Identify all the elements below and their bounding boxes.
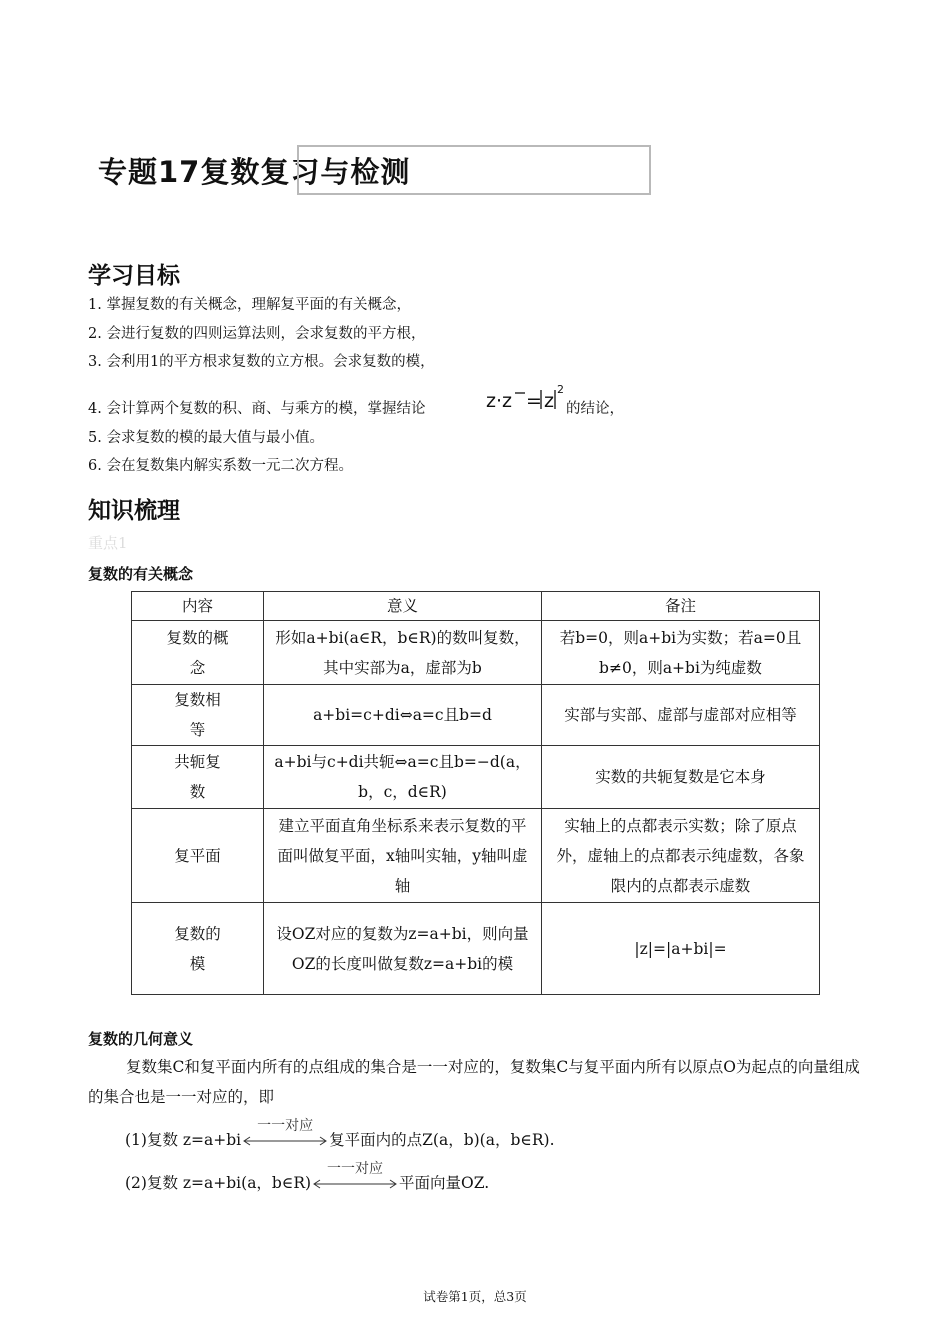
keypoint-label: 重点1	[88, 534, 128, 552]
row-name: 复数相等	[132, 685, 264, 746]
table-header-row	[132, 592, 820, 621]
goal-item: 1. 掌握复数的有关概念，理解复平面的有关概念，	[88, 297, 411, 313]
table-row	[132, 903, 820, 995]
row-note: 若b=0，则a+bi为实数；若a=0且b≠0，则a+bi为纯虚数	[542, 621, 820, 685]
goal-item-tail: 的结论，	[566, 401, 624, 417]
row-meaning: a+bi与c+di共轭⇔a=c且b=−d(a，b，c，d∈R)	[264, 746, 542, 809]
mapping-right: 平面向量OZ.	[399, 1174, 490, 1192]
concepts-table	[131, 591, 820, 995]
goal-item: 3. 会利用1的平方根求复数的立方根。会求复数的模，	[88, 354, 435, 370]
mapping-left: (2)复数 z=a+bi(a，b∈R)	[125, 1174, 312, 1192]
mapping-line	[125, 1161, 490, 1194]
mapping-left: (1)复数 z=a+bi	[125, 1131, 242, 1149]
double-arrow-icon	[311, 1161, 399, 1194]
goal-item: 2. 会进行复数的四则运算法则，会求复数的平方根，	[88, 326, 426, 342]
svg-text:z·z: z·z	[486, 390, 512, 412]
svg-text:2: 2	[557, 383, 564, 396]
row-meaning: a+bi=c+di⇔a=c且b=d	[264, 685, 542, 746]
row-name: 共轭复数	[132, 746, 264, 809]
knowledge-heading: 知识梳理	[88, 498, 180, 524]
table-row	[132, 746, 820, 809]
geometry-heading: 复数的几何意义	[88, 1030, 194, 1048]
column-header: 备注	[542, 592, 820, 621]
row-name: 复数的概念	[132, 621, 264, 685]
row-meaning: 形如a+bi(a∈R，b∈R)的数叫复数，其中实部为a，虚部为b	[264, 621, 542, 685]
table-row	[132, 809, 820, 903]
row-meaning: 建立平面直角坐标系来表示复数的平面叫做复平面，x轴叫实轴，y轴叫虚轴	[264, 809, 542, 903]
arrow-label: 一一对应	[257, 1118, 314, 1134]
column-header: 内容	[132, 592, 264, 621]
row-note: |z|=|a+bi|=	[542, 903, 820, 995]
page-footer: 试卷第1页，总3页	[423, 1289, 527, 1304]
column-header: 意义	[264, 592, 542, 621]
row-note: 实轴上的点都表示实数；除了原点外，虚轴上的点都表示纯虚数，各象限内的点都表示虚数	[542, 809, 820, 903]
modulus-formula	[486, 381, 564, 419]
row-name: 复平面	[132, 809, 264, 903]
table-row	[132, 621, 820, 685]
mapping-line	[125, 1118, 555, 1151]
arrow-label: 一一对应	[327, 1161, 384, 1177]
goal-item: 6. 会在复数集内解实系数一元二次方程。	[88, 458, 353, 474]
title-frame	[297, 145, 651, 195]
row-meaning: 设OZ对应的复数为z=a+bi，则向量OZ的长度叫做复数z=a+bi的模	[264, 903, 542, 995]
geometry-paragraph: 复数集C和复平面内所有的点组成的集合是一一对应的，复数集C与复平面内所有以原点O为起点的向量组成的集合也是一一对应的，即	[88, 1058, 860, 1106]
table-row	[132, 685, 820, 746]
svg-text:=: =	[526, 390, 542, 412]
goal-item: 5. 会求复数的模的最大值与最小值。	[88, 430, 324, 446]
mapping-right: 复平面内的点Z(a，b)(a，b∈R).	[329, 1131, 555, 1149]
svg-text:z: z	[544, 390, 554, 412]
row-note: 实部与实部、虚部与虚部对应相等	[542, 685, 820, 746]
goal-item: 4. 会计算两个复数的积、商、与乘方的模，掌握结论	[88, 401, 426, 417]
double-arrow-icon	[241, 1118, 329, 1151]
page-title: 专题17复数复习与检测	[98, 155, 411, 189]
row-name: 复数的模	[132, 903, 264, 995]
goals-heading: 学习目标	[88, 263, 180, 289]
row-note: 实数的共轭复数是它本身	[542, 746, 820, 809]
concepts-heading: 复数的有关概念	[88, 565, 194, 583]
